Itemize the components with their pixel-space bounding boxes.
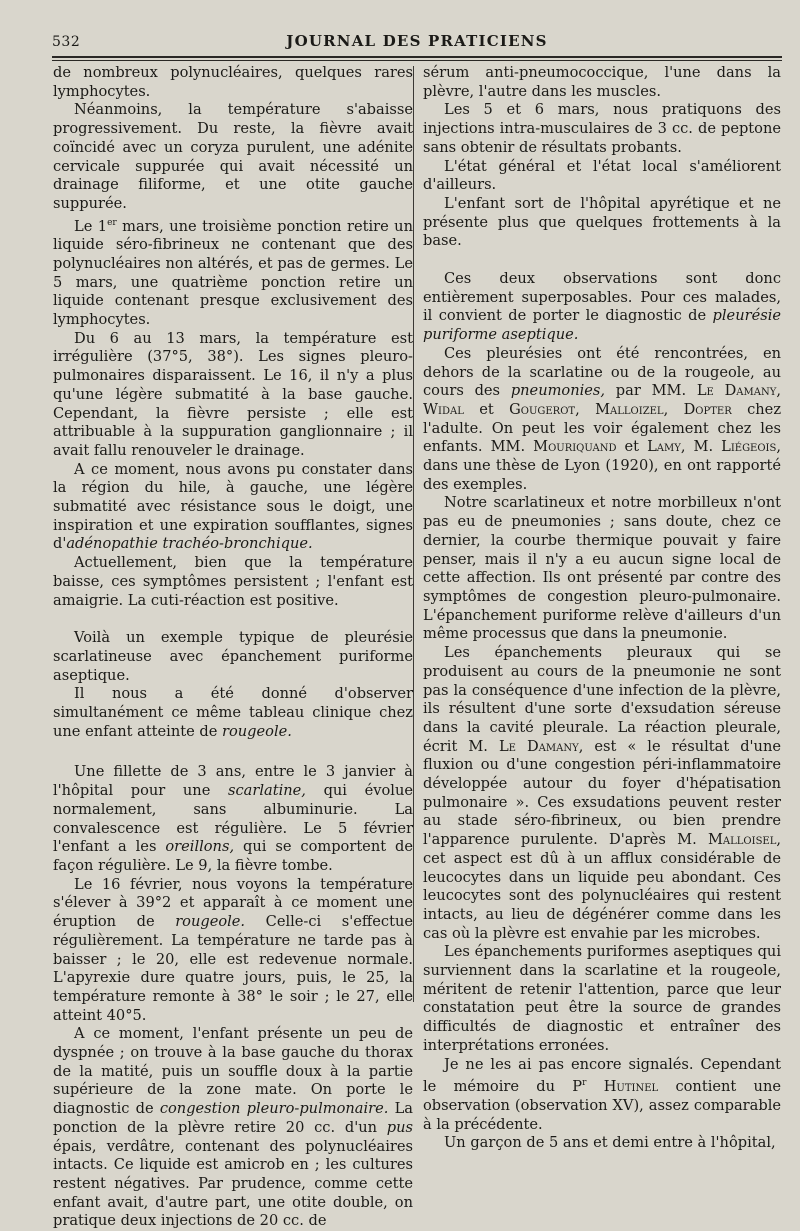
- left-column: [53, 64, 413, 1230]
- paragraph: Les épanchements puriformes aseptiques qui surviennent dans la scarlatine et la rougeole, méritent de retenir l'attention, parce que leur constatation peut être la source de grandes difficultés de diagnostic et entraîner des interprétations erronées.: [423, 943, 781, 1054]
- paragraph: L'enfant sort de l'hôpital apyrétique et ne présente plus que quelques frottements à la base.: [423, 194, 781, 250]
- paragraph: Les épanchements pleuraux qui se produisent au cours de la pneumonie ne sont pas la conséquence d'une infection de la plèvre, ils résultent d'une sorte d'exsudation séreuse dans la cavité pleurale. La réaction pleurale, écrit M. Le Damany, est « le résultat d'une fluxion ou d'une congestion péri-inflammatoire développée autour du foyer d'hépatisation pulmonaire ». Ces exsudations peuvent rester au stade séro-fibrineux, ou bien prendre l'apparence purulente. D'après M. Malloisel, cet aspect est dû à un afflux considérable de leucocytes dans un liquide peu abondant. Ces leucocytes sont des polynucléaires qui restent intacts, au lieu de dégénérer comme dans les cas où la plèvre est envahie par les microbes.: [423, 644, 781, 942]
- page-header: [52, 30, 782, 56]
- paragraph: Ces deux observations sont donc entièrement superposables. Pour ces malades, il convient de porter le diagnostic de pleurésie puriforme aseptique.: [423, 270, 781, 344]
- paragraph: de nombreux polynucléaires, quelques rares lymphocytes.: [53, 64, 413, 100]
- header-rule-thin: [52, 60, 782, 61]
- paragraph: Il nous a été donné d'observer simultanément ce même tableau clinique chez une enfant atteinte de rougeole.: [53, 685, 413, 740]
- paragraph: A ce moment, l'enfant présente un peu de dyspnée ; on trouve à la base gauche du thorax de la matité, puis un souffle doux à la partie supérieure de la zone mate. On porte le diagnostic de congestion pleuro-pulmonaire. La ponction de la plèvre retire 20 cc. d'un pus épais, verdâtre, contenant des polynucléaires intacts. Ce liquide est amicrob en ; les cultures restent négatives. Par prudence, comme cette enfant avait, d'autre part, une otite double, on pratique deux injections de 20 cc. de: [53, 1025, 413, 1230]
- paragraph: Le 16 février, nous voyons la température s'élever à 39°2 et apparaît à ce moment une éruption de rougeole. Celle-ci s'effectue régulièrement. La température ne tarde pas à baisser ; le 20, elle est redevenue normale. L'apyrexie dure quatre jours, puis, le 25, la température remonte à 38° le soir ; le 27, elle atteint 40°5.: [53, 875, 413, 1024]
- paragraph: Ces pleurésies ont été rencontrées, en dehors de la scarlatine ou de la rougeole, au cours des pneumonies, par MM. Le Damany, Widal et Gougerot, Malloizel, Dopter chez l'adulte. On peut les voir également chez les enfants. MM. Mouriquand et Lamy, M. Liégeois, dans une thèse de Lyon (1920), en ont rapporté des exemples.: [423, 344, 782, 493]
- paragraph: Voilà un exemple typique de pleurésie scarlatineuse avec épanchement puriforme aseptique.: [53, 629, 413, 684]
- right-column: [423, 64, 782, 1152]
- paragraph: Néanmoins, la température s'abaisse progressivement. Du reste, la fièvre avait coïncidé avec un coryza purulent, une adénite cervicale suppurée qui avait nécessité un drainage filiforme, et une otite gauche suppurée.: [53, 101, 413, 212]
- paragraph: Actuellement, bien que la température baisse, ces symptômes persistent ; l'enfant est amaigrie. La cuti-réaction est positive.: [53, 554, 413, 609]
- journal-title: JOURNAL DES PRATICIENS: [286, 32, 548, 50]
- paragraph: sérum anti-pneumococcique, l'une dans la plèvre, l'autre dans les muscles.: [423, 64, 781, 100]
- paragraph: Un garçon de 5 ans et demi entre à l'hôpital,: [444, 1134, 776, 1152]
- paragraph: Je ne les ai pas encore signalés. Cependant le mémoire du $P^r$ Hutinel contient une observation (observation XV), assez comparable à la précédente.: [423, 1055, 781, 1133]
- paragraph: L'état général et l'état local s'améliorent d'ailleurs.: [423, 157, 781, 194]
- paragraph: Une fillette de 3 ans, entre le 3 janvier à l'hôpital pour une scarlatine, qui évolue normalement, sans albuminurie. La convalescence est régulière. Le 5 février l'enfant a les oreillons, qui se comportent de façon régulière. Le 9, la fièvre tombe.: [53, 763, 413, 874]
- page-number: 532: [52, 34, 81, 50]
- column-divider: [413, 66, 414, 1002]
- paragraph: Le 1er mars, une troisième ponction retire un liquide séro-fibrineux ne contenant que des polynucléaires non altérés, et pas de germes. Le 5 mars, une quatrième ponction retire un liquide contenant presque exclusivement des lymphocytes.: [53, 217, 413, 328]
- paragraph: A ce moment, nous avons pu constater dans la région du hile, à gauche, une légère submatité avec résistance sous le doigt, une inspiration et une expiration soufflantes, signes d'adénopathie trachéo-bronchique.: [53, 460, 413, 553]
- header-rule: [52, 56, 782, 58]
- paragraph: Les 5 et 6 mars, nous pratiquons des injections intra-musculaires de 3 cc. de peptone sans obtenir de résultats probants.: [423, 101, 781, 156]
- paragraph: Notre scarlatineux et notre morbilleux n'ont pas eu de pneumonies ; sans doute, chez ce dernier, la courbe thermique pouvait y faire penser, mais il n'y a eu aucun signe local de cette affection. Ils ont présenté par contre des symptômes de congestion pleuro-pulmonaire. L'épanchement puriforme relève d'ailleurs d'un même processus que dans la pneumonie.: [423, 494, 781, 643]
- paragraph: Du 6 au 13 mars, la température est irrégulière (37°5, 38°). Les signes pleuro-pulmonaires disparaissent. Le 16, il n'y a plus qu'une légère submatité à la base gauche. Cependant, la fièvre persiste ; elle est attribuable à la suppuration ganglionnaire ; il avait fallu renouveler le drainage.: [53, 329, 413, 459]
